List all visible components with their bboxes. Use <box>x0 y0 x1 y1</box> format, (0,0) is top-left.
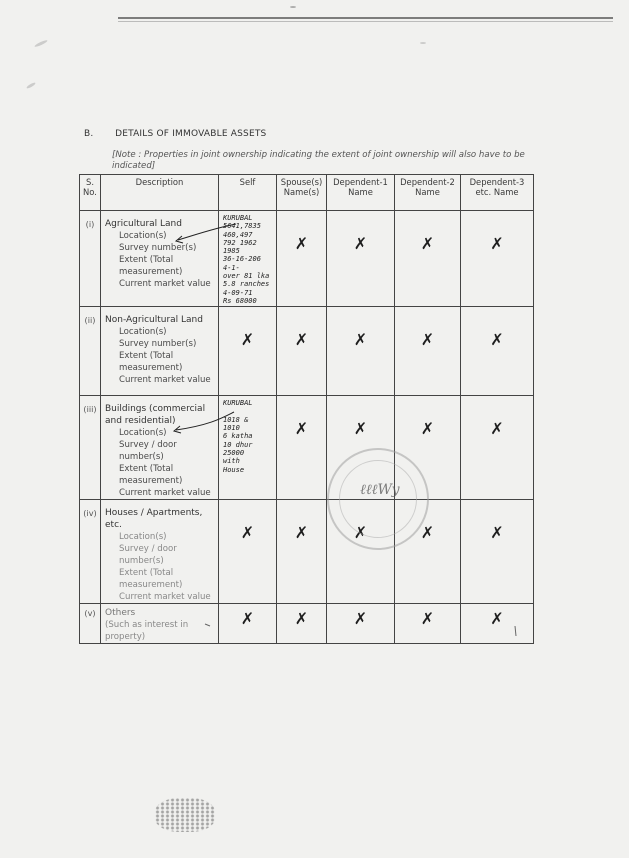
cross-mark: ✗ <box>240 609 255 629</box>
row-title: Buildings (commercial and residential) <box>105 404 206 427</box>
row-number: (ii) <box>80 307 101 396</box>
cross-mark: ✗ <box>490 234 504 253</box>
row-item: Survey number(s) <box>119 339 197 350</box>
col-header-dependent-1: Dependent-1 Name <box>327 175 395 211</box>
row-item: (Such as interest in property) <box>105 620 189 643</box>
cross-mark: ✗ <box>420 523 435 543</box>
handwritten-entry: KURUBAL 5641,7835 460,497 792 1962 1985 36-16-206 4-1- over 81 lka 5.8 ranches 4-09-71 Rs 68000 <box>223 214 270 305</box>
col-header-sno: S. No. <box>80 175 101 211</box>
cross-mark: ✗ <box>294 330 309 350</box>
cross-mark: ✗ <box>294 523 309 543</box>
cross-mark: ✗ <box>353 330 368 350</box>
row-item: Survey number(s) <box>119 243 197 253</box>
row-number: (i) <box>80 211 101 307</box>
row-number: (iv) <box>80 500 101 604</box>
section-title: DETAILS OF IMMOVABLE ASSETS <box>115 129 267 139</box>
cross-mark: ✗ <box>420 234 435 253</box>
row-item: Location(s) <box>119 327 167 338</box>
col-header-self: Self <box>219 175 277 211</box>
cross-mark: ✗ <box>420 419 435 439</box>
cross-mark: ✗ <box>353 419 368 439</box>
row-item: Current market value <box>119 488 211 499</box>
row-item: Current market value <box>119 279 211 289</box>
row-item: Current market value <box>119 592 211 603</box>
row-item: Current market value <box>119 375 211 386</box>
cross-mark: ✗ <box>353 609 368 629</box>
cross-mark: ✗ <box>420 330 435 350</box>
cross-mark: ✗ <box>240 523 255 543</box>
row-item: Extent (Total measurement) <box>119 568 183 591</box>
row-item: Survey / door number(s) <box>119 544 177 567</box>
cross-mark: ✗ <box>490 609 504 629</box>
cross-mark: ✗ <box>294 234 309 253</box>
ownership-note: [Note : Properties in joint ownership indicating the extent of joint ownership will also have to be indicated] <box>112 150 525 171</box>
row-item: Extent (Total measurement) <box>119 464 183 487</box>
col-header-dependent-2: Dependent-2 Name <box>395 175 461 211</box>
cross-mark: ✗ <box>490 330 504 350</box>
cross-mark: ✗ <box>490 523 504 543</box>
row-item: Location(s) <box>119 231 167 241</box>
row-item: Location(s) <box>119 428 167 439</box>
row-title: Others <box>105 608 136 619</box>
cross-mark: ✗ <box>490 419 504 439</box>
row-item: Extent (Total measurement) <box>119 255 183 277</box>
scan-smudge <box>155 798 215 832</box>
row-item: Survey / door number(s) <box>119 440 177 463</box>
cross-mark: ✗ <box>353 234 368 253</box>
cross-mark: ✗ <box>294 609 309 629</box>
row-number: (v) <box>80 604 101 644</box>
col-header-spouse: Spouse(s) Name(s) <box>277 175 327 211</box>
cross-mark: ✗ <box>353 523 368 543</box>
row-item: Location(s) <box>119 532 167 543</box>
col-header-description: Description <box>101 175 219 211</box>
signature: ℓℓℓWy <box>360 482 400 498</box>
handwritten-entry: KURUBAL 1018 & 1010 6 katha 10 dhur 25000 with House <box>223 399 253 474</box>
col-header-dependent-3: Dependent-3 etc. Name <box>461 175 534 211</box>
row-title: Non-Agricultural Land <box>105 315 203 326</box>
row-title: Agricultural Land <box>105 219 182 229</box>
cross-mark: ✗ <box>294 419 309 439</box>
official-seal <box>327 448 429 550</box>
cross-mark: ✗ <box>240 330 255 350</box>
row-title: Houses / Apartments, etc. <box>105 508 203 531</box>
cross-mark: ✗ <box>420 609 435 629</box>
section-number: B. <box>84 129 94 139</box>
row-number: (iii) <box>80 396 101 500</box>
row-item: Extent (Total measurement) <box>119 351 183 374</box>
